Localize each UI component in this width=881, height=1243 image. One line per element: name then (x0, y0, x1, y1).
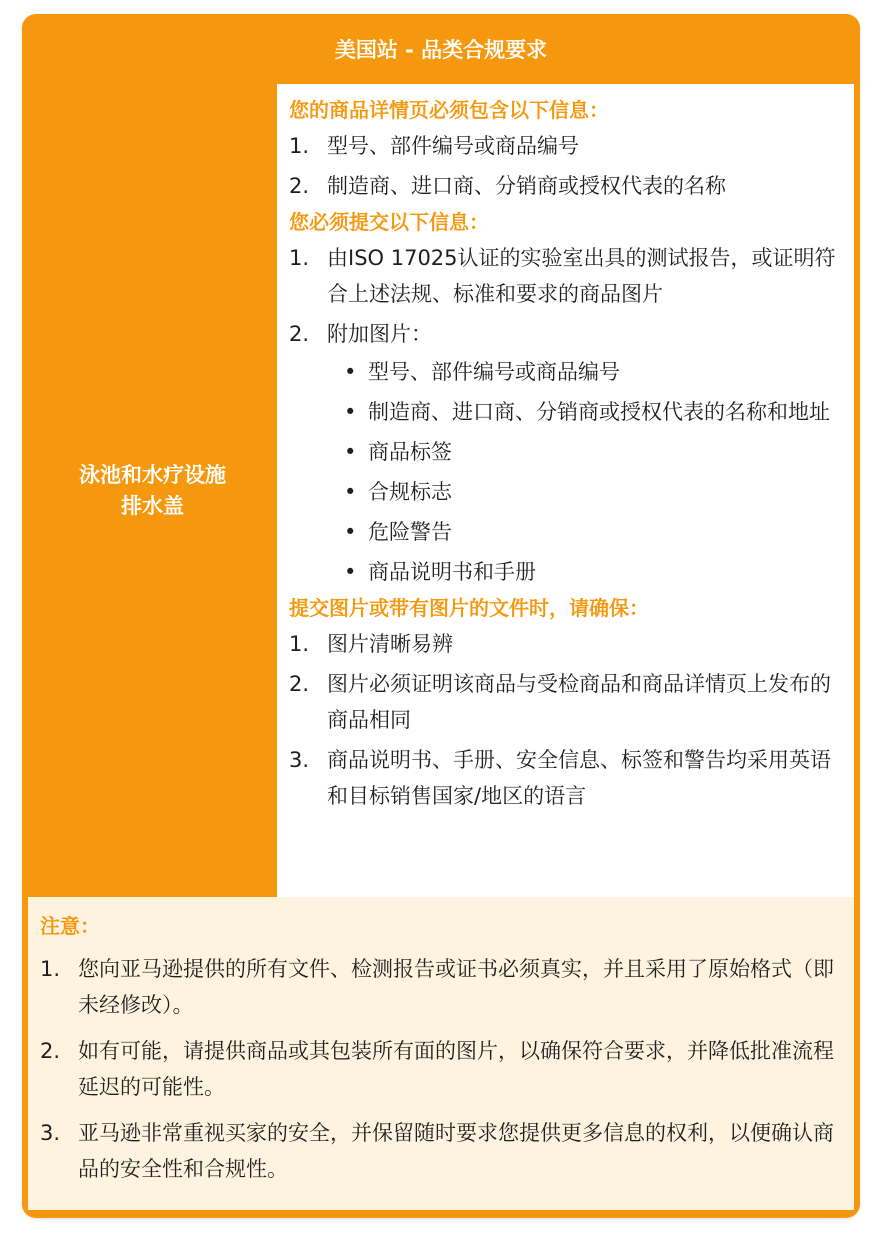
list-item (289, 316, 848, 590)
bullet-icon: • (344, 520, 357, 544)
image-requirements-list (289, 626, 848, 814)
bullet-icon: • (344, 560, 357, 584)
requirements-cell (277, 84, 854, 897)
item-number: 2. (289, 322, 310, 346)
item-number: 1. (289, 134, 310, 158)
table-title: 美国站 - 品类合规要求 (334, 38, 548, 62)
item-text: 亚马逊非常重视买家的安全，并保留随时要求您提供更多信息的权利，以便确认商品的安全性和合规性。 (78, 1121, 834, 1181)
item-text: 附加图片： (327, 322, 432, 346)
bullet-text: 危险警告 (368, 520, 452, 544)
bullet-item (327, 474, 848, 510)
item-number: 3. (40, 1121, 61, 1145)
item-text: 由ISO 17025认证的实验室出具的测试报告，或证明符合上述法规、标准和要求的商品图片 (327, 246, 836, 306)
bullet-item (327, 554, 848, 590)
item-text: 如有可能，请提供商品或其包装所有面的图片，以确保符合要求，并降低批准流程延迟的可能性。 (78, 1039, 834, 1099)
bullet-item (327, 514, 848, 550)
item-number: 1. (289, 632, 310, 656)
bullet-text: 商品说明书和手册 (368, 560, 536, 584)
list-item (289, 742, 848, 814)
bullet-item (327, 354, 848, 390)
bullet-item (327, 434, 848, 470)
bullet-icon: • (344, 440, 357, 464)
bullet-item (327, 394, 848, 430)
section-title-image-requirements: 提交图片或带有图片的文件时，请确保： (289, 596, 649, 620)
additional-images-list (327, 354, 848, 590)
bullet-icon: • (344, 360, 357, 384)
note-title: 注意： (40, 914, 100, 938)
bullet-text: 制造商、进口商、分销商或授权代表的名称和地址 (368, 400, 830, 424)
item-text: 商品说明书、手册、安全信息、标签和警告均采用英语和目标销售国家/地区的语言 (327, 748, 831, 808)
item-text: 制造商、进口商、分销商或授权代表的名称 (327, 174, 726, 198)
item-text: 图片必须证明该商品与受检商品和商品详情页上发布的商品相同 (327, 672, 831, 732)
item-number: 1. (289, 246, 310, 270)
category-cell (28, 84, 277, 897)
compliance-card (22, 14, 860, 1218)
item-text: 图片清晰易辨 (327, 632, 453, 656)
item-text: 型号、部件编号或商品编号 (327, 134, 579, 158)
note-box (28, 897, 854, 1210)
section-title-listing-info: 您的商品详情页必须包含以下信息： (289, 98, 609, 122)
list-item (40, 1115, 850, 1187)
list-item (289, 168, 848, 204)
section-title-submit-info: 您必须提交以下信息： (289, 210, 489, 234)
item-number: 3. (289, 748, 310, 772)
table-header (22, 14, 860, 84)
item-number: 2. (289, 174, 310, 198)
item-text: 您向亚马逊提供的所有文件、检测报告或证书必须真实，并且采用了原始格式（即未经修改）。 (78, 957, 834, 1017)
item-number: 2. (40, 1039, 61, 1063)
list-item (289, 666, 848, 738)
listing-info-list (289, 128, 848, 204)
item-number: 1. (40, 957, 61, 981)
list-item (289, 626, 848, 662)
bullet-text: 商品标签 (368, 440, 452, 464)
bullet-text: 型号、部件编号或商品编号 (368, 360, 620, 384)
list-item (289, 128, 848, 164)
category-name-line1: 泳池和水疗设施 (79, 462, 226, 487)
note-list (40, 951, 850, 1187)
list-item (40, 951, 850, 1023)
category-name-line2: 排水盖 (121, 493, 184, 518)
bullet-icon: • (344, 400, 357, 424)
list-item (289, 240, 848, 312)
list-item (40, 1033, 850, 1105)
submit-info-list (289, 240, 848, 590)
bullet-icon: • (344, 480, 357, 504)
item-number: 2. (289, 672, 310, 696)
bullet-text: 合规标志 (368, 480, 452, 504)
